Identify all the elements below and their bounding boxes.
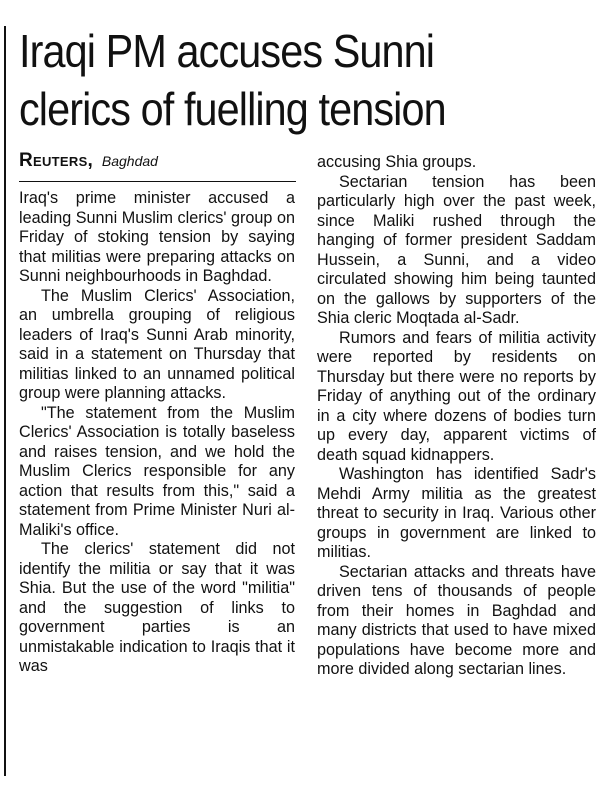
- byline-agency: Reuters,: [19, 150, 94, 171]
- headline-line-2: clerics of fuelling tension: [19, 83, 446, 135]
- byline: [19, 150, 296, 172]
- byline-dateline: Baghdad: [101, 153, 158, 169]
- article-paragraph: "The statement from the Muslim Clerics' Association is totally baseless and raises tension, and we hold the Muslim Clerics responsible for any action that results from this," said a statement from Prime Minister Nuri al-Maliki's office.: [19, 403, 295, 539]
- article-paragraph: Washington has identified Sadr's Mehdi Army militia as the greatest threat to security in Iraq. Various other groups in government are linked to militias.: [317, 465, 596, 561]
- article-paragraph: Rumors and fears of militia activity were reported by residents on Thursday but there were no reports by Friday of anything out of the ordinary in a city where dozens of bodies turn up every day, apparent victims of death squad kidnappers.: [317, 328, 596, 464]
- headline: [19, 22, 541, 138]
- article-paragraph: The Muslim Clerics' Association, an umbrella grouping of religious leaders of Iraq's Sunni Arab minority, said in a statement on Thursday that militias linked to an unnamed political group were planning attacks.: [19, 286, 295, 402]
- article-paragraph: Sectarian attacks and threats have driven tens of thousands of people from their homes in Baghdad and many districts that used to have mixed populations have become more and more divided along sectarian lines.: [317, 562, 596, 678]
- byline-divider: [19, 181, 296, 182]
- article-paragraph: Sectarian tension has been particularly high over the past week, since Maliki rushed through the hanging of former president Saddam Hussein, a Sunni, and a video circulated showing him being taunted on the gallows by supporters of the Shia cleric Moqtada al-Sadr.: [317, 172, 596, 327]
- article-column-left: [19, 189, 295, 677]
- article-column-right: [317, 153, 596, 680]
- left-column-rule: [4, 26, 6, 776]
- article-paragraph: Iraq's prime minister accused a leading Sunni Muslim clerics' group on Friday of stoking tension by saying that militias were preparing attacks on Sunni neighbourhoods in Baghdad.: [19, 189, 295, 285]
- article-paragraph: The clerics' statement did not identify the militia or say that it was Shia. But the use of the word "militia" and the suggestion of links to government parties is an unmistakable indication to Iraqis that it was: [19, 540, 295, 675]
- article-paragraph-continued: accusing Shia groups.: [317, 153, 477, 171]
- headline-line-1: Iraqi PM accuses Sunni: [19, 25, 435, 77]
